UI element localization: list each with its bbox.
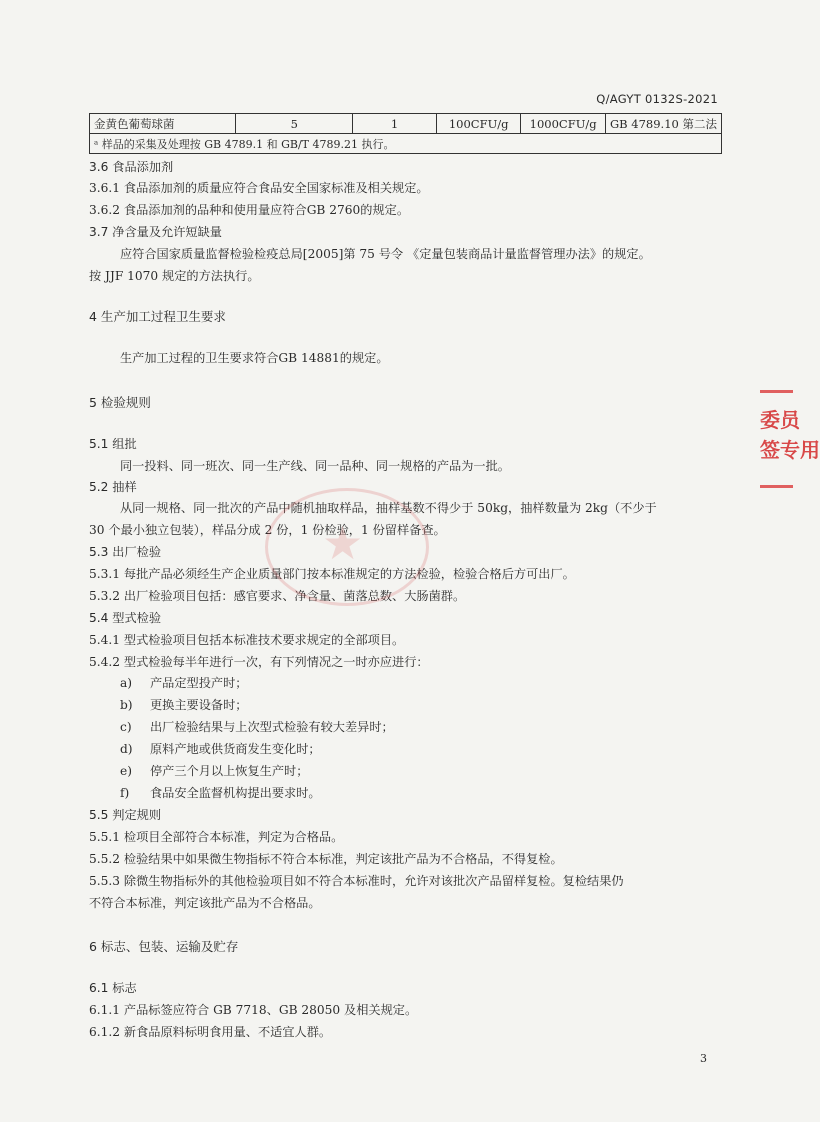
list-item (120, 741, 756, 757)
section-heading: 5.4 型式检验 (89, 611, 162, 625)
section-heading: 3.6 食品添加剂 (89, 160, 174, 174)
list-item (120, 697, 756, 713)
table-cell: 1000CFU/g (521, 114, 606, 134)
section-heading: 5.3 出厂检验 (89, 545, 162, 559)
list-item-label: c) (120, 720, 132, 734)
clause-text: 5.4.2 型式检验每半年进行一次，有下列情况之一时亦应进行： (89, 655, 429, 669)
section-heading: 5.1 组批 (89, 437, 137, 451)
seal-star-icon: ★ (322, 516, 364, 570)
clause-text: 5.3.2 出厂检验项目包括：感官要求、净含量、菌落总数、大肠菌群。 (89, 589, 466, 603)
side-stamp-line1: 委员 (760, 408, 800, 432)
table-cell: GB 4789.10 第二法 (605, 114, 721, 134)
chapter-title: 6 标志、包装、运输及贮存 (89, 939, 239, 954)
list-item-text: 产品定型投产时； (150, 676, 248, 690)
section-heading: 6.1 标志 (89, 981, 137, 995)
clause-text: 5.3.1 每批产品必须经生产企业质量部门按本标准规定的方法检验，检验合格后方可出厂。 (89, 567, 575, 581)
side-stamp-line2: 签专用 (760, 438, 820, 462)
paragraph-text: 30 个最小独立包装），样品分成 2 份，1 份检验，1 份留样备查。 (89, 523, 446, 537)
clause-text: 5.4.1 型式检验项目包括本标准技术要求规定的全部项目。 (89, 633, 405, 647)
table-cell: 5 (236, 114, 353, 134)
list-item-text: 原料产地或供货商发生变化时； (150, 742, 321, 756)
side-stamp (760, 390, 820, 488)
list-item-text: 食品安全监督机构提出要求时。 (150, 786, 321, 800)
list-item-text: 停产三个月以上恢复生产时； (150, 764, 309, 778)
list-item (120, 785, 756, 801)
page-number: 3 (700, 1052, 707, 1065)
list-item-label: f) (120, 786, 130, 800)
clause-text: 5.5.1 检项目全部符合本标准，判定为合格品。 (89, 830, 344, 844)
paragraph-text: 从同一规格、同一批次的产品中随机抽取样品，抽样基数不得少于 50kg，抽样数量为 2kg（不少于 (120, 501, 657, 515)
clause-text: 3.6.2 食品添加剂的品种和使用量应符合GB 2760的规定。 (89, 203, 410, 217)
microbiology-table (89, 113, 722, 154)
table-footnote: ᵃ 样品的采集及处理按 GB 4789.1 和 GB/T 4789.21 执行。 (90, 134, 722, 154)
paragraph-text: 应符合国家质量监督检验检疫总局[2005]第 75 号令 《定量包装商品计量监督管理办法》的规定。 (120, 247, 651, 261)
chapter-title: 4 生产加工过程卫生要求 (89, 309, 226, 324)
paragraph-text: 生产加工过程的卫生要求符合GB 14881的规定。 (120, 351, 389, 365)
table-cell: 100CFU/g (437, 114, 521, 134)
paragraph-text: 按 JJF 1070 规定的方法执行。 (89, 269, 260, 283)
chapter-title: 5 检验规则 (89, 395, 151, 410)
section-heading: 5.2 抽样 (89, 480, 137, 494)
section-heading: 5.5 判定规则 (89, 808, 162, 822)
document-code: Q/AGYT 0132S-2021 (596, 92, 718, 106)
list-item (120, 719, 756, 735)
list-item (120, 675, 756, 691)
clause-text: 5.5.2 检验结果中如果微生物指标不符合本标准，判定该批产品为不合格品，不得复检。 (89, 852, 563, 866)
clause-text: 3.6.1 食品添加剂的质量应符合食品安全国家标准及相关规定。 (89, 181, 429, 195)
paragraph-text: 同一投料、同一班次、同一生产线、同一品种、同一规格的产品为一批。 (120, 459, 510, 473)
table-row (90, 114, 722, 134)
section-heading: 3.7 净含量及允许短缺量 (89, 225, 222, 239)
list-item-label: a) (120, 676, 133, 690)
table-note-row (90, 134, 722, 154)
clause-text: 5.5.3 除微生物指标外的其他检验项目如不符合本标准时，允许对该批次产品留样复检。复检结果仍 (89, 874, 624, 888)
list-item-label: d) (120, 742, 133, 756)
clause-text: 6.1.1 产品标签应符合 GB 7718、GB 28050 及相关规定。 (89, 1003, 418, 1017)
clause-text: 不符合本标准，判定该批产品为不合格品。 (89, 896, 321, 910)
list-item-text: 出厂检验结果与上次型式检验有较大差异时； (150, 720, 394, 734)
list-item-label: e) (120, 764, 132, 778)
table-cell: 1 (353, 114, 437, 134)
list-item (120, 763, 756, 779)
list-item-text: 更换主要设备时； (150, 698, 248, 712)
clause-text: 6.1.2 新食品原料标明食用量、不适宜人群。 (89, 1025, 332, 1039)
list-item-label: b) (120, 698, 133, 712)
table-cell: 金黄色葡萄球菌 (90, 114, 236, 134)
